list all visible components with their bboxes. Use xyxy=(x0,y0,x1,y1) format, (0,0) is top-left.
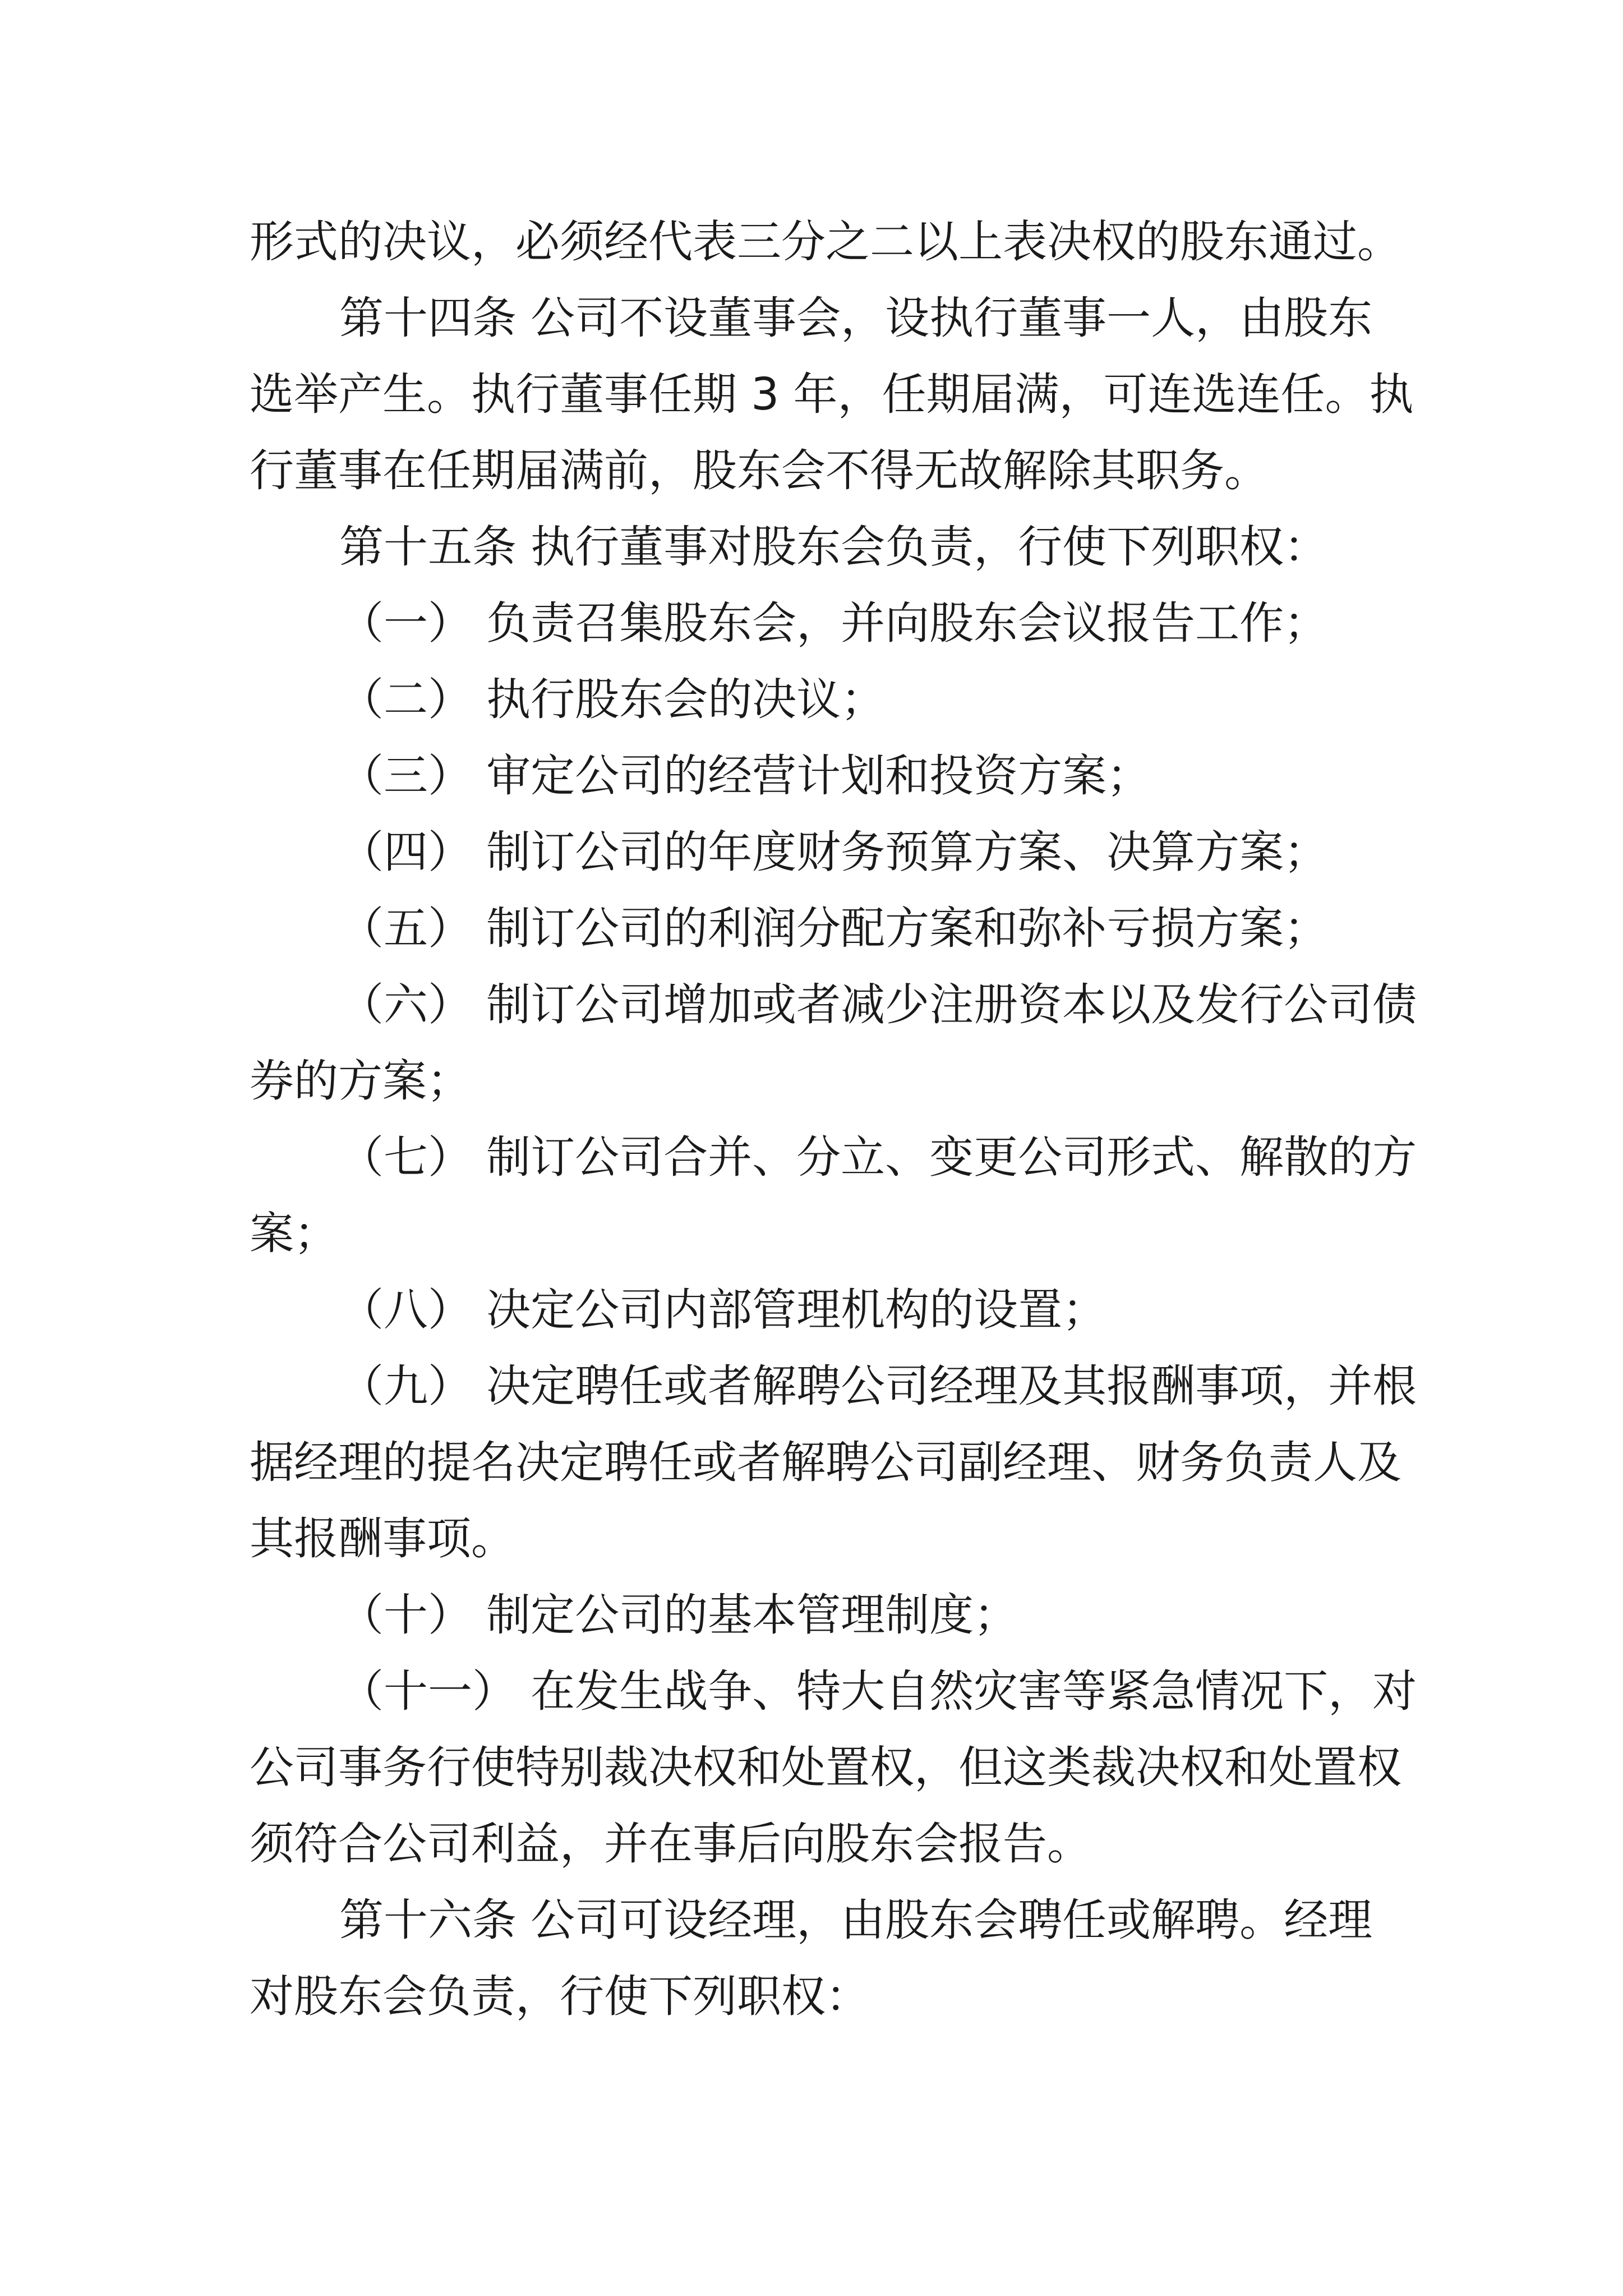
text-line: 公司事务行使特别裁决权和处置权，但这类裁决权和处置权 xyxy=(250,1742,1401,1793)
list-item: （十） 制定公司的基本管理制度； xyxy=(339,1589,1018,1641)
list-item: （七） 制订公司合并、分立、变更公司形式、解散的方 xyxy=(339,1131,1417,1183)
text-line: 行董事在任期届满前，股东会不得无故解除其职务。 xyxy=(250,445,1269,496)
list-item: （三） 审定公司的经营计划和投资方案； xyxy=(339,750,1151,802)
article-15-heading: 第十五条 执行董事对股东会负责，行使下列职权： xyxy=(339,521,1329,573)
text-line: 对股东会负责，行使下列职权： xyxy=(250,1971,870,2022)
list-item: （五） 制订公司的利润分配方案和弥补亏损方案； xyxy=(339,903,1329,954)
text-line: 案； xyxy=(250,1208,338,1259)
text-line: 须符合公司利益，并在事后向股东会报告。 xyxy=(250,1818,1091,1870)
article-14-heading: 第十四条 公司不设董事会，设执行董事一人，由股东 xyxy=(339,292,1373,344)
list-item: （六） 制订公司增加或者减少注册资本以及发行公司债 xyxy=(339,979,1417,1030)
list-item: （八） 决定公司内部管理机构的设置； xyxy=(339,1284,1107,1336)
list-item: （四） 制订公司的年度财务预算方案、决算方案； xyxy=(339,826,1329,878)
text-line: 形式的决议，必须经代表三分之二以上表决权的股东通过。 xyxy=(250,216,1401,268)
text-line: 其报酬事项。 xyxy=(250,1513,515,1565)
text-line: 券的方案； xyxy=(250,1055,471,1107)
list-item: （二） 执行股东会的决议； xyxy=(339,674,886,725)
list-item: （十一） 在发生战争、特大自然灾害等紧急情况下，对 xyxy=(339,1665,1417,1717)
list-item: （九） 决定聘任或者解聘公司经理及其报酬事项，并根 xyxy=(339,1360,1417,1412)
article-16-heading: 第十六条 公司可设经理，由股东会聘任或解聘。经理 xyxy=(339,1894,1373,1946)
list-item: （一） 负责召集股东会，并向股东会议报告工作； xyxy=(339,597,1329,649)
text-line: 据经理的提名决定聘任或者解聘公司副经理、财务负责人及 xyxy=(250,1437,1401,1488)
text-line: 选举产生。执行董事任期 3 年，任期届满，可连选连任。执 xyxy=(250,369,1414,420)
